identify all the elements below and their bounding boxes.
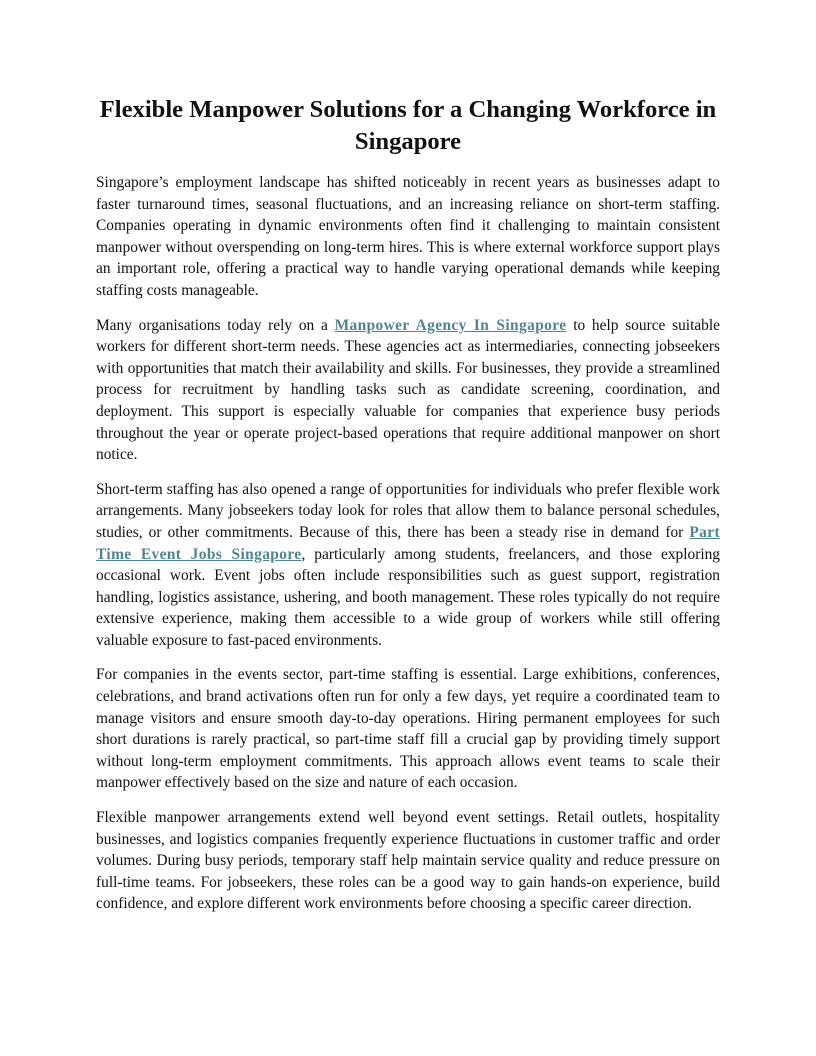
paragraph-flexible-arrangements: Flexible manpower arrangements extend well beyond event settings. Retail outlets, hospitality businesses, and logistics companies frequently experience fluctuations in customer traffic and order volumes. During busy periods, temporary staff help maintain service quality and reduce pressure on full-time teams. For jobseekers, these roles can be a good way to gain hands-on experience, build confidence, and explore different work environments before choosing a specific career direction. — [96, 809, 720, 913]
paragraph-text: , particularly among students, freelancers, and those exploring occasional work. Event jobs often include responsibilities such as guest support, registration handling, logistics assistance, ushering, and booth management. These roles typically do not require extensive experience, making them accessible to a wide group of workers while still offering valuable exposure to fast-paced environments. — [96, 545, 720, 649]
document-page — [96, 94, 720, 928]
paragraph-text: to help source suitable workers for different short-term needs. These agencies act as intermediaries, connecting jobseekers with opportunities that match their availability and skills. For businesses, they provide a streamlined process for recruitment by handling tasks such as candidate screening, coordination, and deployment. This support is especially valuable for companies that experience busy periods throughout the year or operate project-based operations that require additional manpower on short notice. — [96, 316, 720, 464]
paragraph-short-term — [96, 479, 720, 652]
paragraph-text: Short-term staffing has also opened a range of opportunities for individuals who prefer flexible work arrangements. Many jobseekers today look for roles that allow them to balance personal schedules, studies, or other commitments. Because of this, there has been a steady rise in demand for — [96, 480, 720, 541]
paragraph-agency — [96, 315, 720, 466]
page-title: Flexible Manpower Solutions for a Changing Workforce in Singapore — [99, 96, 717, 155]
part-time-event-jobs-link[interactable]: Part Time Event Jobs Singapore — [96, 523, 720, 563]
manpower-agency-link[interactable]: Manpower Agency In Singapore — [334, 316, 567, 334]
paragraph-intro: Singapore’s employment landscape has shifted noticeably in recent years as businesses adapt to faster turnaround times, seasonal fluctuations, and an increasing reliance on short-term staffing. Companies operating in dynamic environments often find it challenging to maintain consistent manpower without overspending on long-term hires. This is where external workforce support plays an important role, offering a practical way to handle varying operational demands while keeping staffing costs manageable. — [96, 174, 720, 299]
paragraph-events-sector: For companies in the events sector, part-time staffing is essential. Large exhibitions, conferences, celebrations, and brand activations often run for only a few days, yet require a coordinated team to manage visitors and ensure smooth day-to-day operations. Hiring permanent employees for such short durations is rarely practical, so part-time staff fill a crucial gap by providing timely support without long-term employment commitments. This approach allows event teams to scale their manpower effectively based on the size and nature of each occasion. — [96, 666, 720, 792]
paragraph-text: Many organisations today rely on a — [96, 316, 335, 334]
